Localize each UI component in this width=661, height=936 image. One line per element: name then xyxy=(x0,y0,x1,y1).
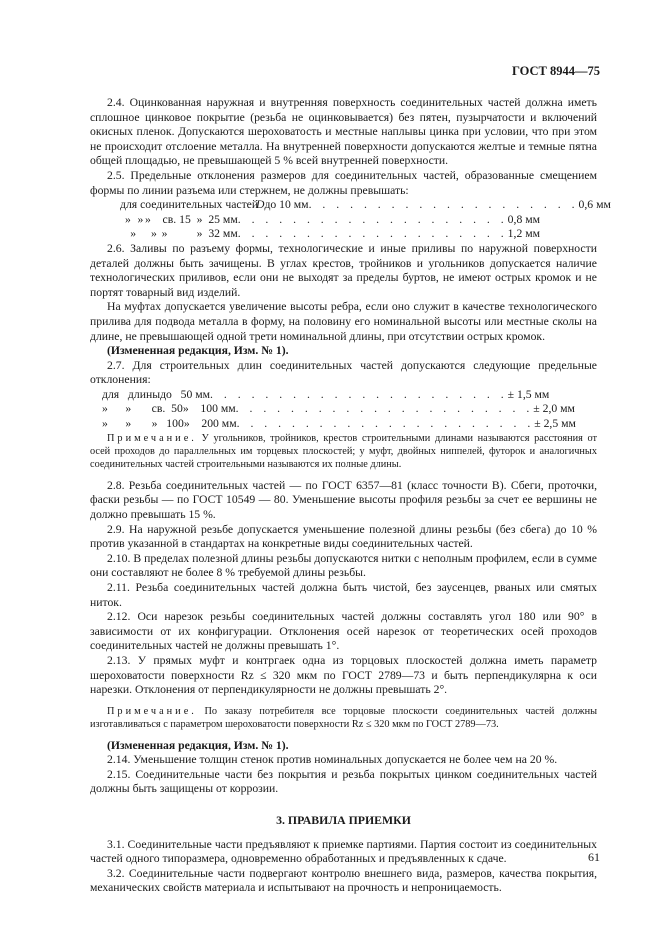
clause-2-10: 2.10. В пределах полезной длины резьбы допускаются нитки с неполным профилем, если в сумме они составляют не более 8 % требуемой длины резьбы. xyxy=(90,551,597,580)
note-text: У угольников, тройников, крестов строительными длинами называются расстояния от осей проходов до параллельных им торцевых плоскостей; у муфт, двойных ниппелей, футорок и аналогичных соединительных частей строительными называются их полные длины. xyxy=(90,432,597,471)
clause-3-2: 3.2. Соединительные части подвергают контролю внешнего вида, размеров, качества покрытия, механических свойств материала и испытывают на прочность и непроницаемость. xyxy=(90,866,597,895)
clause-2-8: 2.8. Резьба соединительных частей — по ГОСТ 6357—81 (класс точности В). Сбеги, проточки, фаски резьбы — по ГОСТ 10549 — 80. Уменьшение высоты профиля резьбы за счет ее вершины не должно превышать 15 %. xyxy=(90,478,597,522)
table-row: » » » св. 15 » 25 мм . . . . . . . . . . . . . . . . . . . . 0,8 мм xyxy=(125,212,540,226)
clause-2-6: 2.6. Заливы по разъему формы, технологические и иные приливы по наружной поверхности деталей должны быть зачищены. В углах крестов, тройников и угольников допускается наличие технологических приливов, если они не выходят за пределы буртов, не имеют острых кромок и не портят товарный вид изделий. xyxy=(90,241,597,299)
amendment-note: (Измененная редакция, Изм. № 1). xyxy=(107,344,289,358)
leader-dots: . . . . . . . . . . . . . . . . . . . . xyxy=(237,212,508,226)
clause-2-9: 2.9. На наружной резьбе допускается уменьшение полезной длины резьбы (без сбега) до 10 % против указанной в стандартах на конкретные виды соединительных частей. xyxy=(90,522,597,551)
clause-2-6-cont: На муфтах допускается увеличение высоты ребра, если оно служит в качестве технологического прилива для подвода металла в форму, на половину его номинальной высоты или местные сколы на длине, не превышающей одной трети номинальной длины, при отсутствии острых кромок. xyxy=(90,300,597,343)
page-header: ГОСТ 8944—75 xyxy=(511,64,600,78)
table-row: » » » » 32 мм . . . . . . . . . . . . . . . . . . . . 1,2 мм xyxy=(130,227,540,241)
table-row: для соединительных частей D до 10 мм . . . . . . . . . . . . . . . . . . . . 0,6 мм xyxy=(120,198,611,212)
table-row: » » » 100 » 200 мм . . . . . . . . . . . . . . . . . . . . . . ± 2,5 мм xyxy=(102,417,576,431)
page-content xyxy=(90,96,611,896)
clause-2-14: 2.14. Уменьшение толщин стенок против номинальных допускается не более чем на 20 %. xyxy=(107,753,558,767)
clause-2-13: 2.13. У прямых муфт и контргаек одна из торцовых плоскостей должна иметь параметр шероховатости поверхности Rz ≤ 320 мкм по ГОСТ 2789—73 и быть перпендикулярна к оси нарезки. Отклонения от перпендикулярности не должны превышать 2°. xyxy=(90,654,597,697)
leader-dots: . . . . . . . . . . . . . . . . . . . . . . xyxy=(236,417,535,431)
clause-3-1: 3.1. Соединительные части предъявляют к приемке партиями. Партия состоит из соединительных частей одного типоразмера, одновременно обработанных и предъявленных к сдаче. xyxy=(90,837,597,866)
tolerance-table-lengths xyxy=(90,387,576,432)
clause-2-15: 2.15. Соединительные части без покрытия и резьба покрытых цинком соединительных частей должны быть защищены от коррозии. xyxy=(90,767,597,796)
note-building-lengths xyxy=(90,432,597,472)
leader-dots: . . . . . . . . . . . . . . . . . . . . . . xyxy=(235,402,534,416)
leader-dots: . . . . . . . . . . . . . . . . . . . . xyxy=(308,198,579,212)
table-row: для длины до 50 мм . . . . . . . . . . . . . . . . . . . . . . ± 1,5 мм xyxy=(102,387,550,401)
page-number: 61 xyxy=(588,850,600,864)
clause-2-11: 2.11. Резьба соединительных частей должна быть чистой, без заусенцев, рваных или смятых ниток. xyxy=(90,581,597,609)
leader-dots: . . . . . . . . . . . . . . . . . . . . . . xyxy=(210,387,508,401)
tolerance-table-offsets xyxy=(90,198,611,242)
clause-2-5: 2.5. Предельные отклонения размеров для соединительных частей, образованные смещением формы по линии разъема или стержнем, не должны превышать: xyxy=(90,168,597,197)
clause-2-7: 2.7. Для строительных длин соединительных частей допускаются следующие предельные отклонения: xyxy=(90,358,597,387)
clause-2-12: 2.12. Оси нарезок резьбы соединительных частей должны составлять угол 180 или 90° в зависимости от их конфигурации. Отклонения осей нарезок от теоретических осей проходов соединительных частей не должны превышать 1°. xyxy=(90,610,597,653)
note-text: По заказу потребителя все торцовые плоскости соединительных частей должны изготавливаться с параметром шероховатости поверхности Rz ≤ 320 мкм по ГОСТ 2789—73. xyxy=(90,705,597,731)
table-row: » » св. 50 » 100 мм . . . . . . . . . . . . . . . . . . . . . . ± 2,0 мм xyxy=(102,402,575,416)
clause-2-4: 2.4. Оцинкованная наружная и внутренняя поверхность соединительных частей должна иметь сплошное цинковое покрытие (резьба не оцинковывается) без пятен, пузырчатости и включений окисных пленок. Допускаются шероховатость и местные наплывы цинка при условии, что при этом не происходит отслоение металла. На внутренней поверхности допускаются желтые и темные пятна общей площадью, не превышающей 5 % всей внутренней поверхности. xyxy=(90,96,597,168)
section-heading: 3. ПРАВИЛА ПРИЕМКИ xyxy=(276,812,411,827)
note-label: Примечание. xyxy=(107,705,197,717)
leader-dots: . . . . . . . . . . . . . . . . . . . . xyxy=(237,227,508,241)
note-roughness xyxy=(90,705,597,732)
note-label: Примечание. xyxy=(107,432,197,444)
amendment-note: (Измененная редакция, Изм. № 1). xyxy=(107,738,289,752)
